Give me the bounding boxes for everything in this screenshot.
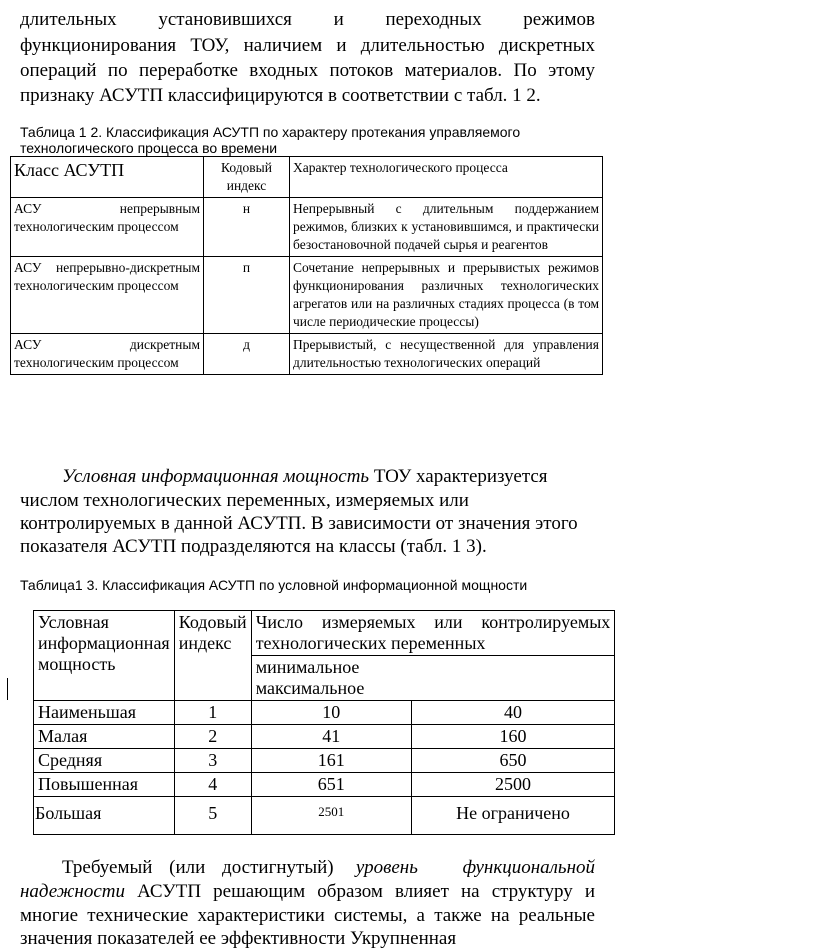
reliability-line-1 (62, 856, 595, 880)
table1 (10, 156, 603, 375)
intro-line-4: признаку АСУТП классифицируются в соответствии с табл. 1 2. (20, 85, 541, 106)
reliability-line-1-a-text: Требуемый (или достигнутый) (62, 857, 334, 878)
table1-cell-character: Сочетание непрерывных и прерывистых режимов функционирования различных технологических агрегатов или на различных стадиях процесса (в том числе периодические процессы) (290, 257, 603, 334)
table-row (34, 773, 615, 797)
table-row (34, 797, 615, 835)
table2 (33, 610, 615, 835)
table1-header-character: Характер технологического процесса (290, 157, 603, 198)
table1-header-code: Кодовый индекс (204, 157, 290, 198)
table-row (11, 198, 603, 257)
table2-cell-min: 41 (251, 725, 411, 749)
info-power-line-2: числом технологических переменных, измеряемых или (20, 490, 469, 511)
info-power-term: Условная информационная мощность (62, 466, 370, 487)
table1-cell-class: АСУ непрерывно-дискретным технологическим процессом (11, 257, 204, 334)
table1-cell-class: АСУ непрерывным технологическим процессом (11, 198, 204, 257)
info-power-line-3: контролируемых в данной АСУТП. В зависимости от значения этого (20, 513, 578, 534)
table2-cell-max: 650 (411, 749, 615, 773)
table-row (34, 725, 615, 749)
intro-line-3: операций по переработке входных потоков материалов. По этому (20, 60, 595, 81)
info-power-line-4: показателя АСУТП подразделяются на классы (табл. 1 3). (20, 536, 487, 557)
table1-cell-code: п (204, 257, 290, 334)
table2-cell-code: 3 (174, 749, 251, 773)
table2-cell-power: Большая (34, 797, 175, 835)
reliability-term-2: надежности (20, 881, 125, 902)
text-cursor (7, 678, 8, 700)
table2-cell-code: 4 (174, 773, 251, 797)
table1-header-row (11, 157, 603, 198)
table2-cell-code: 1 (174, 701, 251, 725)
table-row (11, 334, 603, 375)
intro-line-2: функционирования ТОУ, наличием и длительностью дискретных (20, 35, 595, 56)
reliability-line-4: значения показателей ее эффективности Укрупненная (20, 928, 457, 949)
reliability-term-1: уровень функциональной (355, 857, 595, 878)
table2-cell-code: 2 (174, 725, 251, 749)
table2-cell-min: 10 (251, 701, 411, 725)
table-row (34, 701, 615, 725)
table1-header-class: Класс АСУТП (11, 157, 204, 198)
table2-cell-power: Малая (34, 725, 175, 749)
intro-line-1: длительных установившихся и переходных режимов (20, 9, 595, 30)
table1-cell-character: Непрерывный с длительным поддержанием режимов, близких к установившимся, и практически безостановочной подачей сырья и реагентов (290, 198, 603, 257)
table1-cell-code: н (204, 198, 290, 257)
info-power-line-1-rest: ТОУ характеризуется (369, 466, 548, 487)
reliability-line-3: многие технические характеристики системы, а также на реальные (20, 905, 595, 926)
table2-caption: Таблица1 3. Классификация АСУТП по условной информационной мощности (20, 577, 528, 593)
reliability-line-2 (20, 880, 595, 904)
table2-cell-max: 160 (411, 725, 615, 749)
table2-header-power: Условная информационная мощность (34, 611, 175, 701)
reliability-line-1-a (62, 856, 344, 880)
reliability-line-2-rest: АСУТП решающим образом влияет на структуру и (124, 881, 595, 902)
table2-cell-min: 2501 (251, 797, 411, 835)
table2-cell-power: Наименьшая (34, 701, 175, 725)
table-row (34, 749, 615, 773)
table-row (11, 257, 603, 334)
table2-header-row (34, 611, 615, 656)
table2-subheader: минимальное максимальное (251, 656, 615, 701)
table1-caption (20, 124, 520, 156)
table2-cell-min: 651 (251, 773, 411, 797)
table1-cell-class: АСУ дискретным технологическим процессом (11, 334, 204, 375)
table1-caption-line-2: технологического процесса во времени (20, 140, 278, 156)
table2-cell-max: 40 (411, 701, 615, 725)
table2-cell-power: Средняя (34, 749, 175, 773)
table2-cell-max: Не ограничено (411, 797, 615, 835)
table2-header-count: Число измеряемых или контролируемых технологических переменных (251, 611, 615, 656)
table2-header-code: Кодовый индекс (174, 611, 251, 701)
info-power-line-1 (62, 465, 548, 489)
table1-caption-line-1: Таблица 1 2. Классификация АСУТП по характеру протекания управляемого (20, 124, 521, 140)
table1-cell-character: Прерывистый, с несущественной для управления длительностью технологических операций (290, 334, 603, 375)
table1-cell-code: д (204, 334, 290, 375)
table2-cell-power: Повышенная (34, 773, 175, 797)
table2-cell-min: 161 (251, 749, 411, 773)
table2-cell-code: 5 (174, 797, 251, 835)
table2-cell-max: 2500 (411, 773, 615, 797)
